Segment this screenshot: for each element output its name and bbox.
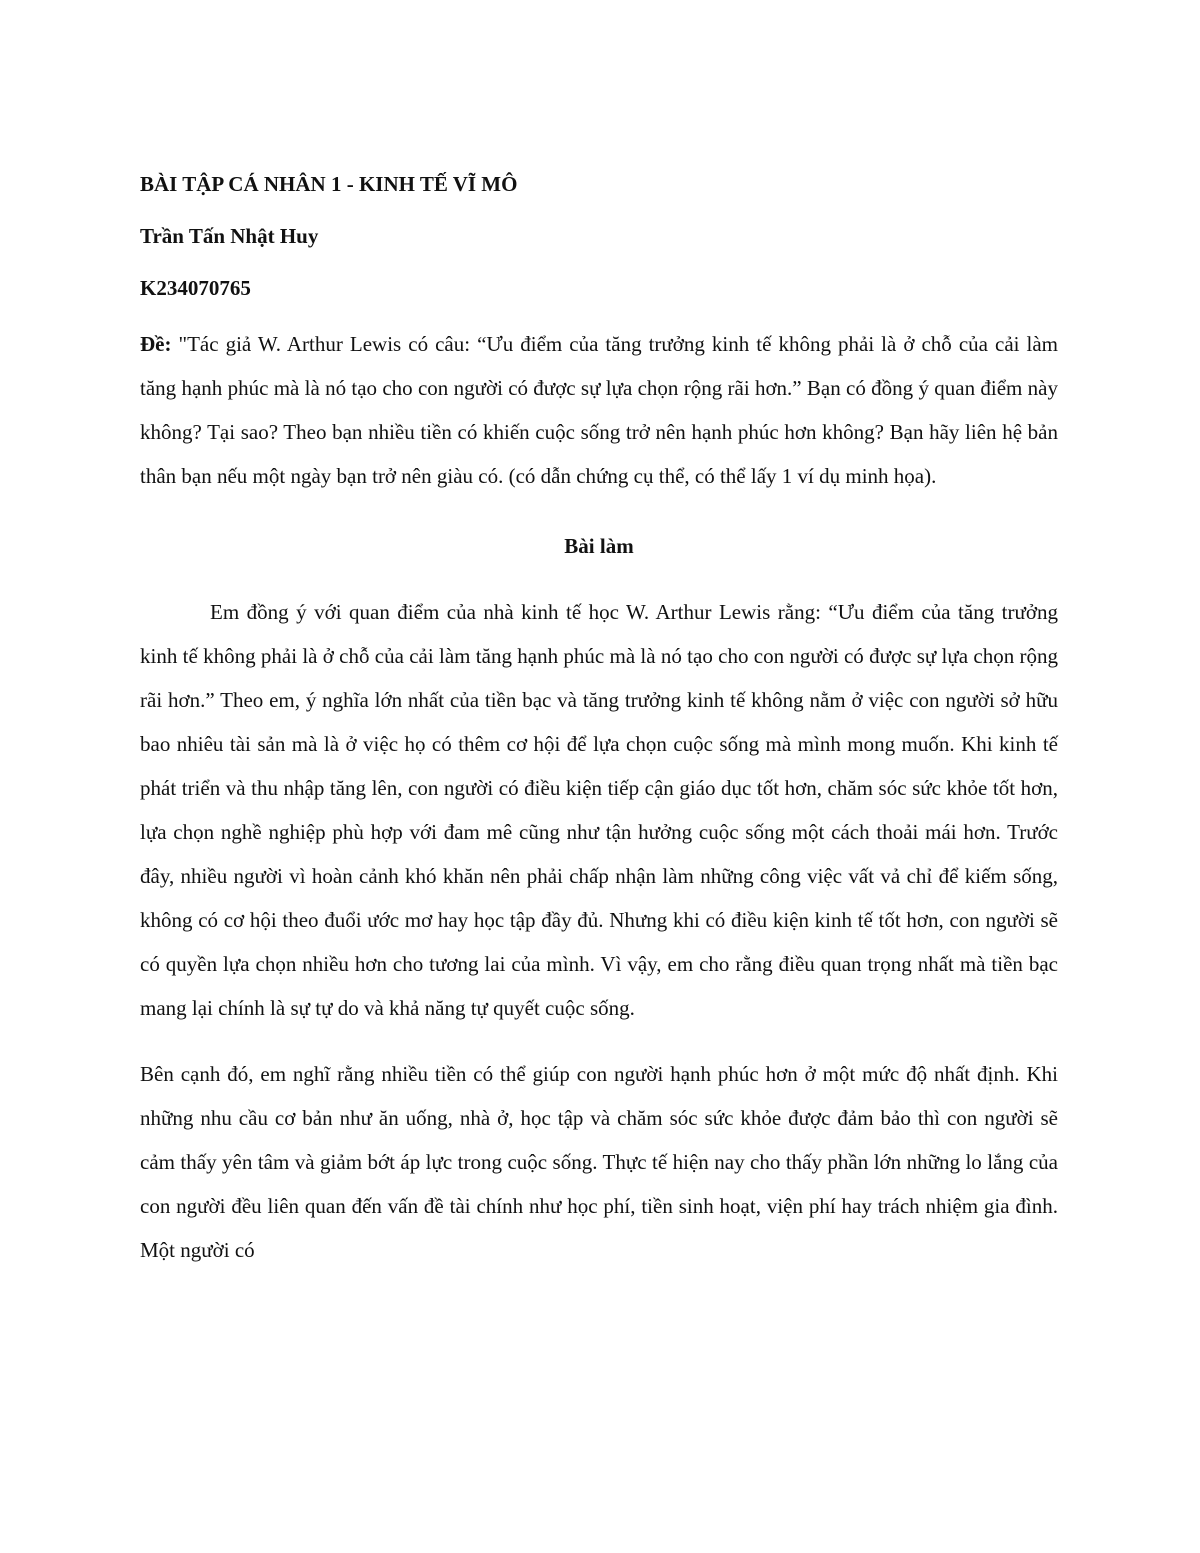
body-paragraph-1: Em đồng ý với quan điểm của nhà kinh tế học W. Arthur Lewis rằng: “Ưu điểm của tăng trưởng kinh tế không phải là ở chỗ của cải làm tăng hạnh phúc mà là nó tạo cho con người có được sự lựa chọn rộng rãi hơn.” Theo em, ý nghĩa lớn nhất của tiền bạc và tăng trưởng kinh tế không nằm ở việc con người sở hữu bao nhiêu tài sản mà là ở việc họ có thêm cơ hội để lựa chọn cuộc sống mà mình mong muốn. Khi kinh tế phát triển và thu nhập tăng lên, con người có điều kiện tiếp cận giáo dục tốt hơn, chăm sóc sức khỏe tốt hơn, lựa chọn nghề nghiệp phù hợp với đam mê cũng như tận hưởng cuộc sống một cách thoải mái hơn. Trước đây, nhiều người vì hoàn cảnh khó khăn nên phải chấp nhận làm những công việc vất vả chỉ để kiếm sống, không có cơ hội theo đuổi ước mơ hay học tập đầy đủ. Nhưng khi có điều kiện kinh tế tốt hơn, con người sẽ có quyền lựa chọn nhiều hơn cho tương lai của mình. Vì vậy, em cho rằng điều quan trọng nhất mà tiền bạc mang lại chính là sự tự do và khả năng tự quyết cuộc sống.	[140, 600, 1058, 1020]
task-text: "Tác giả W. Arthur Lewis có câu: “Ưu điểm của tăng trưởng kinh tế không phải là ở chỗ của cải làm tăng hạnh phúc mà là nó tạo cho con người có được sự lựa chọn rộng rãi hơn.” Bạn có đồng ý quan điểm này không? Tại sao? Theo bạn nhiều tiền có khiến cuộc sống trở nên hạnh phúc hơn không? Bạn hãy liên hệ bản thân bạn nếu một ngày bạn trở nên giàu có. (có dẫn chứng cụ thể, có thể lấy 1 ví dụ minh họa).	[140, 332, 1058, 488]
document-page	[140, 158, 1058, 1272]
body-paragraph-2: Bên cạnh đó, em nghĩ rằng nhiều tiền có thể giúp con người hạnh phúc hơn ở một mức độ nhất định. Khi những nhu cầu cơ bản như ăn uống, nhà ở, học tập và chăm sóc sức khỏe được đảm bảo thì con người sẽ cảm thấy yên tâm và giảm bớt áp lực trong cuộc sống. Thực tế hiện nay cho thấy phần lớn những lo lắng của con người đều liên quan đến vấn đề tài chính như học phí, tiền sinh hoạt, viện phí hay trách nhiệm gia đình. Một người có	[140, 1062, 1058, 1262]
document-title: BÀI TẬP CÁ NHÂN 1 - KINH TẾ VĨ MÔ	[140, 172, 518, 196]
task-label: Đề:	[140, 332, 172, 356]
answer-heading: Bài làm	[564, 534, 634, 558]
task-statement	[140, 322, 1058, 498]
student-id: K234070765	[140, 276, 251, 300]
author-name: Trần Tấn Nhật Huy	[140, 224, 319, 248]
